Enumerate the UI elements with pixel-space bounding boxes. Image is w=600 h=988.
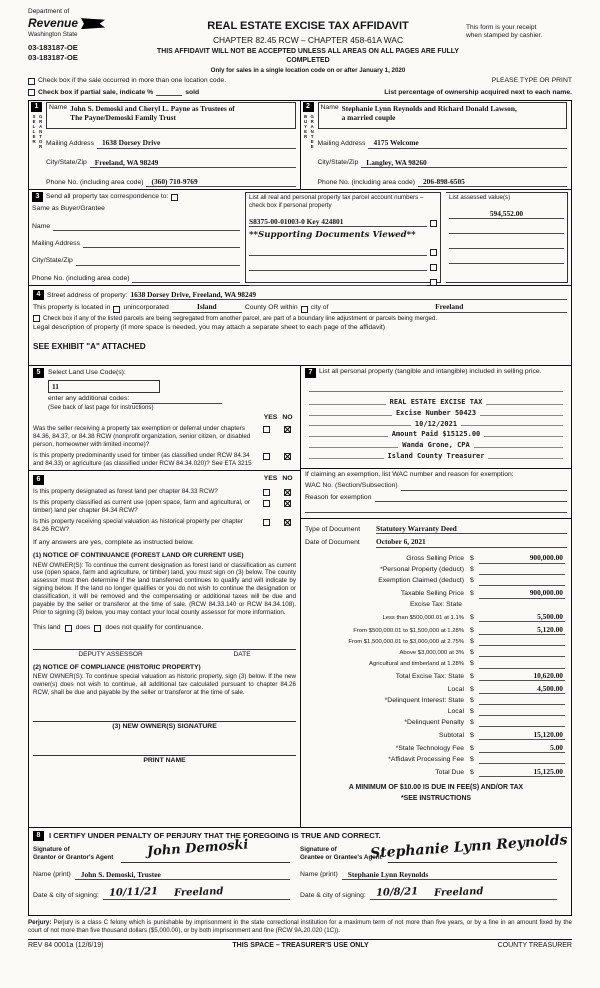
money-label: *State Technology Fee: [395, 744, 464, 752]
city-state-zip-label: City/State/Zip: [32, 257, 73, 265]
stamp-line: 10/12/2021: [414, 419, 458, 428]
notice-compliance-body: NEW OWNER(S): To continue special valuation as historic property, sign (3) below. If the new owner(s) does not wish to continue, all additional tax calculated pursuant to chapter 84.26 RCW, shall be due and payable by the seller or transferor at the time of sale.: [33, 673, 296, 696]
parcel-number-field[interactable]: [249, 278, 427, 286]
dollar-sign: $: [470, 637, 474, 645]
parties-section: [28, 100, 572, 190]
personal-property-label: List all personal property (tangible and intangible) included in selling price.: [319, 368, 542, 376]
grantee-signature: Stephanie Lynn Reynolds: [369, 831, 568, 862]
date-city-label: Date & city of signing:: [300, 891, 366, 899]
segregated-checkbox[interactable]: [33, 315, 40, 322]
section-number-badge: 1: [31, 102, 42, 112]
money-value[interactable]: [479, 756, 565, 764]
grantor-signature-block: [33, 837, 300, 900]
grantor-signature: John Demoski: [146, 837, 249, 860]
sold-label: sold: [185, 88, 200, 96]
land-use-label: Select Land Use Code(s):: [48, 368, 126, 376]
exemption-header: If claiming an exemption, list WAC number and reason for exemption:: [305, 470, 514, 478]
certification-section: [28, 828, 572, 916]
question-text: Is this property receiving special valuation as historical property per chapter 84.26 RCW?: [33, 518, 243, 534]
seller-phone-value: (360) 710-9769: [146, 177, 295, 187]
question-text: Is this property designated as forest land per chapter 84.33 RCW?: [33, 488, 218, 496]
ownership-note: List percentage of ownership acquired next to each name.: [384, 88, 572, 96]
exhibit-note: SEE EXHIBIT "A" ATTACHED: [33, 341, 146, 351]
mailing-address-label: Mailing Address: [46, 140, 94, 148]
name-print-label: Name (print): [300, 871, 338, 879]
street-address-label: Street address of property:: [47, 291, 128, 299]
additional-codes-field[interactable]: [132, 395, 222, 403]
money-row: [305, 638, 565, 646]
receipt-note: This form is your receipt when stamped by cashier.: [466, 24, 543, 40]
money-row: [305, 684, 565, 694]
supporting-docs-note: **Supporting Documents Viewed**: [249, 229, 416, 240]
money-value[interactable]: 4,500.00: [479, 684, 565, 694]
question-text: Is this property predominantly used for timber (as classified under RCW 84.34 and 84.33) or agriculture (as classified under RCW 84.34.020)? See ETA 3215: [33, 451, 252, 467]
excise-tax-computation: [301, 548, 571, 777]
money-row: [305, 743, 565, 753]
form-header: [28, 8, 572, 74]
grantor-date-value: 10/11/21: [108, 885, 158, 899]
grantee-name-print-value: Stephanie Lynn Reynolds: [347, 869, 429, 879]
buyer-name-value: Stephanie Lynn Reynolds and Richard Donald Lawson, a married couple: [341, 104, 517, 123]
city-of-label: city of: [310, 304, 329, 312]
section-number-badge: 7: [305, 368, 316, 378]
date-label: DATE: [233, 650, 251, 658]
does-not-label: does not qualify for continuance.: [105, 624, 204, 632]
tax-correspondence-section: [28, 190, 572, 286]
yes-checkbox[interactable]: [263, 426, 270, 433]
grantee-vertical-label: GRANTEE: [309, 114, 315, 150]
title-block: [150, 8, 466, 74]
page-title: REAL ESTATE EXCISE TAX AFFIDAVIT: [207, 20, 409, 32]
money-row: [305, 730, 565, 740]
completion-warning: THIS AFFIDAVIT WILL NOT BE ACCEPTED UNLESS ALL AREAS ON ALL PAGES ARE FULLY COMPLETED: [157, 48, 459, 64]
seller-city-value: Freeland, WA 98249: [90, 158, 296, 168]
dollar-sign: $: [470, 648, 474, 656]
money-value[interactable]: 10,620.00: [479, 671, 565, 681]
dollar-sign: $: [470, 660, 474, 668]
money-row: [305, 756, 565, 764]
no-checkbox[interactable]: [284, 489, 291, 496]
dollar-sign: $: [470, 731, 474, 739]
property-location-section: [28, 286, 572, 366]
money-label: Exemption Claimed (deduct): [378, 577, 464, 585]
new-owner-signature-line[interactable]: [33, 721, 296, 722]
money-row: [305, 671, 565, 681]
money-value[interactable]: [479, 661, 565, 669]
money-label: Total Due: [435, 768, 464, 776]
buyer-vertical-label: BUYER: [303, 114, 308, 140]
print-name-label: PRINT NAME: [143, 757, 186, 765]
stamp-line: Excise Number 50423: [395, 408, 477, 417]
no-label: NO: [282, 413, 293, 421]
if-yes-note: If any answers are yes, complete as instructed below.: [33, 538, 194, 546]
buyer-phone-value: 206-898-6505: [418, 177, 567, 187]
money-label: Subtotal: [439, 731, 464, 739]
excise-tax-stamp: [301, 396, 571, 461]
money-row: [305, 588, 565, 598]
money-value[interactable]: 15,125.00: [479, 767, 565, 777]
print-name-line[interactable]: [33, 755, 296, 756]
date-of-document-value: October 6, 2021: [376, 537, 567, 547]
money-label: From $500,000.01 to $1,500,000 at 1.28%: [353, 627, 464, 634]
money-value[interactable]: [479, 719, 565, 727]
personal-property-checkbox[interactable]: [430, 279, 437, 286]
date-of-document-label: Date of Document: [305, 539, 360, 547]
stamp-line: Wanda Grone, CPA: [402, 441, 470, 450]
send-correspondence-label: Send all property tax correspondence to:: [46, 192, 169, 200]
correspondence-name-field[interactable]: [53, 223, 240, 231]
no-checkbox[interactable]: [284, 500, 291, 507]
date-city-label: Date & city of signing:: [33, 891, 99, 899]
lower-form-body: [28, 366, 572, 828]
same-as-buyer-label: Same as Buyer/Grantee: [32, 205, 105, 213]
form-number: 03-183187-OE: [28, 52, 78, 62]
mailing-address-label: Mailing Address: [317, 140, 366, 148]
treasurer-space-label: THIS SPACE – TREASURER'S USE ONLY: [232, 941, 369, 949]
this-land-label: This land: [33, 624, 61, 632]
money-value[interactable]: 5,500.00: [479, 612, 565, 622]
mailing-address-label: Mailing Address: [32, 239, 80, 247]
personal-property-checkbox[interactable]: [430, 249, 437, 256]
dor-flag-icon: [81, 18, 105, 29]
forest-land-section: [29, 471, 300, 827]
money-label: *Delinquent Interest: State: [384, 696, 464, 704]
money-label: Agricultural and timberland at 1.28%: [369, 661, 464, 668]
please-type-print: PLEASE TYPE OR PRINT: [491, 77, 572, 85]
single-location-note: Only for sales in a single location code on or after January 1, 2020: [210, 66, 406, 74]
name-label: Name: [320, 104, 339, 112]
city-value: Freeland: [331, 302, 567, 312]
money-label: Excise Tax: State: [409, 601, 462, 609]
multi-location-checkbox[interactable]: [28, 78, 35, 85]
signature-label: Signature of Grantor or Grantor's Agent: [33, 846, 114, 862]
dollar-sign: $: [470, 626, 474, 634]
money-value[interactable]: 5.00: [479, 743, 565, 753]
located-in-label: This property is located in: [33, 304, 111, 312]
grantor-city-value: Freeland: [173, 885, 224, 899]
correspondence-phone-field[interactable]: [132, 275, 240, 283]
city-of-checkbox[interactable]: [301, 306, 308, 313]
money-value[interactable]: 5,120.00: [479, 625, 565, 635]
perjury-body: Perjury is a class C felony which is punishable by imprisonment in the state correctional institution for a maximum term of not more than five years, or by a fine in an amount fixed by the court of not more than five thousand dollars ($5,000.00), or by both imprisonment and fine (RCW 9A.20.020 (1C)).: [28, 919, 572, 934]
dollar-sign: $: [470, 577, 474, 585]
unincorporated-label: unincorporated: [123, 304, 169, 312]
reason-label: Reason for exemption: [305, 493, 372, 501]
dollar-sign: $: [470, 685, 474, 693]
correspondence-mailing-field[interactable]: [83, 240, 240, 248]
stamp-line: Island County Treasurer: [387, 451, 485, 460]
name-label: Name: [49, 104, 68, 112]
exemption-section: [301, 468, 571, 513]
wac-number-field[interactable]: [401, 483, 567, 491]
type-of-document-value: Statutory Warranty Deed: [376, 524, 567, 534]
percent-blank-field[interactable]: [156, 89, 182, 96]
dollar-sign: $: [470, 755, 474, 763]
money-row: [305, 566, 565, 574]
notice-continuance-title: (1) NOTICE OF CONTINUANCE (FOREST LAND OR CURRENT USE): [33, 552, 244, 560]
seller-mailing-value: 1638 Dorsey Drive: [97, 138, 296, 148]
personal-property-checkbox[interactable]: [430, 264, 437, 271]
correspondence-city-field[interactable]: [76, 258, 240, 266]
reason-field[interactable]: [305, 505, 567, 513]
city-state-zip-label: City/State/Zip: [317, 159, 359, 167]
money-row: [305, 708, 565, 716]
see-back-note: (See back of last page for instructions): [48, 403, 154, 411]
dollar-sign: $: [470, 718, 474, 726]
grantee-date-city-line[interactable]: [370, 887, 557, 901]
minimum-fee-note: A MINIMUM OF $10.00 IS DUE IN FEE(S) AND/OR TAX: [348, 784, 524, 792]
yes-label: YES: [263, 475, 278, 483]
money-row: [305, 612, 565, 622]
money-label: *Personal Property (deduct): [380, 566, 464, 574]
money-label: Local: [447, 685, 464, 693]
document-info-section: [301, 518, 571, 548]
parcel-list-header: List all real and personal property tax parcel account numbers – check box if personal property: [249, 194, 424, 209]
money-label: Taxable Selling Price: [400, 590, 464, 598]
parcel-number-field[interactable]: [249, 248, 427, 256]
stamp-line: REAL ESTATE EXCISE TAX: [389, 398, 483, 407]
grantor-signature-line[interactable]: [121, 837, 290, 863]
money-row: [305, 625, 565, 635]
grantee-date-value: 10/8/21: [375, 886, 419, 899]
dollar-sign: $: [470, 555, 474, 563]
name-print-label: Name (print): [33, 871, 71, 879]
deputy-assessor-label: DEPUTY ASSESSOR: [78, 650, 143, 658]
no-checkbox[interactable]: [284, 426, 291, 433]
dollar-sign: $: [470, 744, 474, 752]
money-row: [305, 697, 565, 705]
no-checkbox[interactable]: [284, 519, 291, 526]
seller-name-value: John S. Demoski and Cheryl L. Payne as Trustees of The Payne/Demoski Family Trust: [70, 104, 235, 123]
notice-compliance-title: (2) NOTICE OF COMPLIANCE (HISTORIC PROPERTY): [33, 664, 201, 672]
assessed-value: 594,552.00: [449, 209, 564, 219]
grantee-signature-line[interactable]: [369, 831, 568, 863]
partial-sale-row: [28, 89, 572, 97]
dollar-sign: $: [470, 566, 474, 574]
see-instructions-note: *SEE INSTRUCTIONS: [400, 794, 472, 802]
signature-label: Signature of Grantee or Grantee's Agent: [300, 846, 382, 862]
money-value[interactable]: [479, 649, 565, 657]
type-of-document-label: Type of Document: [305, 525, 361, 533]
stamp-line: Amount Paid $15125.00: [391, 430, 481, 439]
dollar-sign: $: [470, 590, 474, 598]
money-value[interactable]: 900,000.00: [479, 588, 565, 598]
certify-statement: I CERTIFY UNDER PENALTY OF PERJURY THAT THE FOREGOING IS TRUE AND CORRECT.: [49, 831, 381, 841]
segregated-label: Check box if any of the listed parcels are being segregated from another parcel, are part of a boundary line adjustment or parcels being merged.: [43, 314, 438, 322]
dor-logo: [28, 8, 150, 74]
money-row: [305, 553, 565, 563]
yes-label: YES: [263, 413, 278, 421]
money-value[interactable]: 15,120.00: [479, 730, 565, 740]
grantee-city-value: Freeland: [433, 885, 484, 899]
grantee-signature-block: [300, 831, 568, 900]
partial-sale-checkbox[interactable]: [28, 89, 35, 96]
yes-checkbox[interactable]: [263, 519, 270, 526]
personal-property-checkbox[interactable]: [430, 220, 437, 227]
multi-location-label: Check box if the sale occurred in more than one location code.: [38, 77, 227, 85]
section-number-badge: 2: [303, 102, 314, 112]
reason-field[interactable]: [375, 494, 568, 502]
personal-property-field[interactable]: [309, 386, 563, 392]
yes-checkbox[interactable]: [263, 500, 270, 507]
money-value[interactable]: [479, 697, 565, 705]
section-number-badge: 4: [33, 290, 44, 300]
money-label: *Delinquent Penalty: [404, 718, 464, 726]
additional-codes-label: enter any additional codes:: [48, 395, 130, 403]
land-use-section: [29, 366, 300, 471]
logo-state-text: Washington State: [28, 31, 78, 39]
section-number-badge: 5: [33, 368, 44, 378]
does-label: does: [75, 624, 91, 632]
money-value[interactable]: 900,000.00: [479, 553, 565, 563]
money-row: [305, 601, 565, 609]
money-value[interactable]: [479, 578, 565, 586]
deputy-assessor-signature-line[interactable]: [33, 649, 296, 650]
money-row: [305, 660, 565, 668]
county-or-within-label: County OR within: [244, 304, 298, 312]
dollar-sign: $: [470, 613, 474, 621]
wac-number-label: WAC No. (Section/Subsection): [305, 482, 398, 490]
dollar-sign: $: [470, 768, 474, 776]
money-row: [305, 577, 565, 585]
money-label: Local: [447, 707, 464, 715]
owner-signature-label: (3) NEW OWNER(S) SIGNATURE: [112, 722, 217, 730]
money-label: *Affidavit Processing Fee: [388, 755, 464, 763]
legal-description-label: Legal description of property (if more space is needed, you may attach a separate sheet to each page of the affidavit): [33, 324, 386, 332]
section-number-badge: 6: [33, 475, 44, 485]
same-as-buyer-checkbox[interactable]: [171, 194, 178, 201]
county-value: Island: [172, 302, 242, 312]
no-label: NO: [282, 475, 293, 483]
section-number-badge: 3: [32, 192, 43, 202]
assessed-values-header: List assessed value(s): [449, 194, 511, 202]
unincorporated-checkbox[interactable]: [113, 306, 120, 313]
partial-sale-label: Check box if partial sale, indicate %: [38, 88, 154, 96]
personal-property-section: [301, 366, 571, 378]
parcel-number-field[interactable]: [249, 263, 427, 271]
phone-label: Phone No. (including area code): [32, 274, 130, 282]
money-label: Total Excise Tax: State: [395, 672, 464, 680]
yes-checkbox[interactable]: [263, 453, 270, 460]
phone-label: Phone No. (including area code): [317, 178, 415, 186]
grantor-name-print-value: John S. Demoski, Trustee: [80, 869, 161, 879]
money-label: Gross Selling Price: [406, 555, 464, 563]
money-value[interactable]: [479, 567, 565, 575]
grantor-vertical-label: GRANTOR: [38, 114, 44, 150]
dollar-sign: $: [470, 696, 474, 704]
logo-dept-text: Department of: [28, 8, 70, 15]
form-number: 03-183187-OE: [28, 42, 78, 52]
money-label: Less than $500,000.01 at 1.1%: [382, 615, 464, 622]
multi-location-row: [28, 77, 572, 85]
seller-vertical-label: SELLER: [31, 114, 37, 145]
section-number-badge: 8: [33, 831, 44, 841]
money-value[interactable]: [479, 638, 565, 646]
money-value[interactable]: [479, 708, 565, 716]
buyer-section: [300, 101, 572, 189]
county-treasurer-label: COUNTY TREASURER: [497, 941, 572, 949]
yes-checkbox[interactable]: [263, 489, 270, 496]
assessed-value-field[interactable]: [449, 256, 564, 264]
money-row: [305, 649, 565, 657]
name-label: Name: [32, 222, 51, 230]
form-footer: [28, 939, 572, 951]
grantor-date-city-line[interactable]: [103, 887, 290, 901]
dollar-sign: $: [470, 672, 474, 680]
money-row: [305, 719, 565, 727]
does-checkbox[interactable]: [65, 625, 72, 632]
perjury-note: [28, 919, 572, 935]
buyer-city-value: Langley, WA 98260: [361, 158, 567, 168]
parcel-number-value: S8375-00-01003-0 Key 424801: [249, 217, 427, 227]
money-row: [305, 767, 565, 777]
assessed-value-field[interactable]: [449, 226, 564, 234]
question-text: Is this property classified as current use (open space, farm and agricultural, or timber) land per chapter 84.34 RCW?: [33, 499, 250, 515]
rev-number: REV 84 0001a (12/6/19): [28, 941, 104, 949]
phone-label: Phone No. (including area code): [46, 178, 144, 186]
land-use-code-box[interactable]: 11: [48, 380, 160, 393]
question-text: Was the seller receiving a property tax exemption or deferral under chapters 84.36, 84.37, or 84.38 RCW (nonprofit organization, senior citizen, or disabled person, homeowner with limited income)?: [33, 425, 251, 448]
buyer-mailing-value: 4175 Welcome: [368, 138, 567, 148]
notice-continuance-body: NEW OWNER(S): To continue the current designation as forest land or classification as current use (open space, farm and agriculture, or timber) land, you must sign on (3) below. The county assessor must then determine if the land transferred continues to qualify and will indicate by signing below. If the land no longer qualifies or you do not wish to continue the designation or classification, it will be removed and the compensating or additional taxes will be due and payable by the seller or transferor at the time of sale. (RCW 84.33.140 or RCW 84.34.108). Prior to signing (3) below, you may contact your local county assessor for more information.: [33, 561, 296, 616]
seller-section: [29, 101, 300, 189]
street-address-value: 1638 Dorsey Drive, Freeland, WA 98249: [130, 290, 567, 300]
perjury-label: Perjury:: [28, 919, 52, 927]
chapter-subtitle: CHAPTER 82.45 RCW – CHAPTER 458-61A WAC: [212, 34, 404, 45]
money-label: From $1,500,000.01 to $3,000,000 at 2.75%: [348, 638, 464, 645]
assessed-value-field[interactable]: [449, 241, 564, 249]
no-checkbox[interactable]: [284, 453, 291, 460]
does-not-checkbox[interactable]: [94, 625, 101, 632]
dollar-sign: $: [470, 707, 474, 715]
city-state-zip-label: City/State/Zip: [46, 159, 87, 167]
logo-revenue-text: Revenue: [28, 16, 79, 31]
money-label: Above $3,000,000 at 3%: [399, 650, 464, 657]
